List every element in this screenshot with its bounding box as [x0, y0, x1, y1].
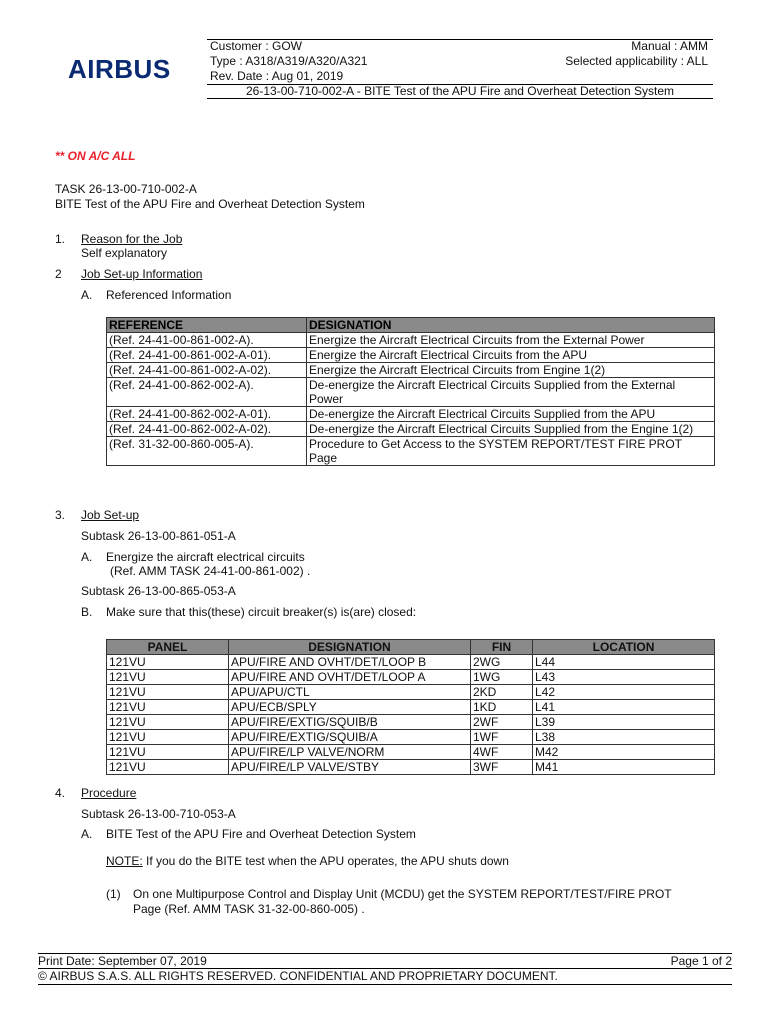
- header-applicability: Selected applicability : ALL: [565, 54, 708, 68]
- location-cell: L42: [533, 685, 715, 700]
- print-date: Print Date: September 07, 2019: [38, 954, 207, 968]
- ref-cell: (Ref. 24-41-00-861-002-A-02).: [107, 363, 307, 378]
- table-row: [107, 437, 715, 466]
- task-name: BITE Test of the APU Fire and Overheat Detection System: [55, 197, 365, 211]
- section-1-text: Self explanatory: [81, 246, 168, 260]
- section-4-number: 4.: [55, 786, 66, 800]
- designation-cell: APU/FIRE AND OVHT/DET/LOOP B: [229, 655, 471, 670]
- step-line-1: On one Multipurpose Control and Display Unit (MCDU) get the SYSTEM REPORT/TEST/FIRE PROT: [133, 887, 672, 901]
- table-row: [107, 378, 715, 407]
- designation-cell: Procedure to Get Access to the SYSTEM REPORT/TEST FIRE PROT Page: [307, 437, 715, 466]
- reference-table: [106, 317, 715, 466]
- col-panel: PANEL: [107, 640, 229, 655]
- location-cell: L41: [533, 700, 715, 715]
- col-reference: REFERENCE: [107, 318, 307, 333]
- col-designation: DESIGNATION: [307, 318, 715, 333]
- panel-cell: 121VU: [107, 670, 229, 685]
- designation-cell: APU/FIRE/LP VALVE/NORM: [229, 745, 471, 760]
- note-text: If you do the BITE test when the APU operates, the APU shuts down: [142, 854, 509, 868]
- fin-cell: 1KD: [471, 700, 533, 715]
- airbus-logo: AIRBUS: [68, 54, 171, 84]
- table-row: [107, 348, 715, 363]
- fin-cell: 1WG: [471, 670, 533, 685]
- section-2-number: 2: [55, 267, 62, 281]
- section-1-title: Reason for the Job: [81, 232, 183, 246]
- fin-cell: 2WG: [471, 655, 533, 670]
- header-task-title: 26-13-00-710-002-A - BITE Test of the APU Fire and Overheat Detection System: [246, 84, 674, 98]
- designation-cell: APU/FIRE AND OVHT/DET/LOOP A: [229, 670, 471, 685]
- designation-cell: Energize the Aircraft Electrical Circuits from Engine 1(2): [307, 363, 715, 378]
- section-2a-text: Referenced Information: [106, 288, 232, 302]
- designation-cell: APU/ECB/SPLY: [229, 700, 471, 715]
- designation-cell: APU/APU/CTL: [229, 685, 471, 700]
- table-row: [107, 745, 715, 760]
- section-4-title: Procedure: [81, 786, 137, 800]
- ref-cell: (Ref. 24-41-00-861-002-A-01).: [107, 348, 307, 363]
- reference-table-header: [107, 318, 715, 333]
- section-2a-label: A.: [81, 288, 93, 302]
- applicability-marker: ** ON A/C ALL: [55, 149, 136, 163]
- header-bottom-rule: [207, 98, 713, 99]
- panel-cell: 121VU: [107, 760, 229, 775]
- ref-cell: (Ref. 24-41-00-862-002-A).: [107, 378, 307, 407]
- table-row: [107, 700, 715, 715]
- ref-cell: (Ref. 24-41-00-862-002-A-01).: [107, 407, 307, 422]
- step-number: (1): [106, 887, 121, 901]
- panel-cell: 121VU: [107, 745, 229, 760]
- panel-cell: 121VU: [107, 655, 229, 670]
- section-3a-text: Energize the aircraft electrical circuits: [106, 550, 305, 564]
- location-cell: L43: [533, 670, 715, 685]
- note-label: NOTE:: [106, 854, 143, 868]
- page-number: Page 1 of 2: [670, 954, 732, 968]
- copyright: © AIRBUS S.A.S. ALL RIGHTS RESERVED. CONFIDENTIAL AND PROPRIETARY DOCUMENT.: [38, 969, 558, 983]
- subtask-865: Subtask 26-13-00-865-053-A: [81, 584, 236, 598]
- fin-cell: 3WF: [471, 760, 533, 775]
- section-3b-text: Make sure that this(these) circuit breaker(s) is(are) closed:: [106, 605, 417, 619]
- header-type: Type : A318/A319/A320/A321: [210, 54, 368, 68]
- table-row: [107, 760, 715, 775]
- designation-cell: De-energize the Aircraft Electrical Circuits Supplied from the Engine 1(2): [307, 422, 715, 437]
- panel-cell: 121VU: [107, 700, 229, 715]
- ref-cell: (Ref. 24-41-00-861-002-A).: [107, 333, 307, 348]
- header-rev-date: Rev. Date : Aug 01, 2019: [210, 69, 344, 83]
- note: [106, 854, 509, 868]
- table-row: [107, 407, 715, 422]
- designation-cell: Energize the Aircraft Electrical Circuits from the APU: [307, 348, 715, 363]
- section-1-number: 1.: [55, 232, 66, 246]
- table-row: [107, 333, 715, 348]
- designation-cell: De-energize the Aircraft Electrical Circuits Supplied from the External Power: [307, 378, 715, 407]
- task-id: TASK 26-13-00-710-002-A: [55, 182, 197, 196]
- designation-cell: APU/FIRE/LP VALVE/STBY: [229, 760, 471, 775]
- section-3-title: Job Set-up: [81, 508, 140, 522]
- designation-cell: De-energize the Aircraft Electrical Circuits Supplied from the APU: [307, 407, 715, 422]
- designation-cell: Energize the Aircraft Electrical Circuits from the External Power: [307, 333, 715, 348]
- col-designation: DESIGNATION: [229, 640, 471, 655]
- designation-cell: APU/FIRE/EXTIG/SQUIB/B: [229, 715, 471, 730]
- table-row: [107, 670, 715, 685]
- circuit-breaker-table: [106, 639, 715, 775]
- section-2-title: Job Set-up Information: [81, 267, 203, 281]
- location-cell: M41: [533, 760, 715, 775]
- table-row: [107, 363, 715, 378]
- table-row: [107, 730, 715, 745]
- location-cell: L38: [533, 730, 715, 745]
- section-3-number: 3.: [55, 508, 66, 522]
- step-line-2: Page (Ref. AMM TASK 31-32-00-860-005) .: [133, 902, 365, 916]
- designation-cell: APU/FIRE/EXTIG/SQUIB/A: [229, 730, 471, 745]
- ref-cell: (Ref. 31-32-00-860-005-A).: [107, 437, 307, 466]
- location-cell: L44: [533, 655, 715, 670]
- fin-cell: 2WF: [471, 715, 533, 730]
- table-row: [107, 422, 715, 437]
- subtask-861: Subtask 26-13-00-861-051-A: [81, 529, 236, 543]
- panel-cell: 121VU: [107, 715, 229, 730]
- location-cell: M42: [533, 745, 715, 760]
- section-3b-label: B.: [81, 605, 93, 619]
- panel-cell: 121VU: [107, 730, 229, 745]
- section-3a-ref: (Ref. AMM TASK 24-41-00-861-002) .: [110, 564, 311, 578]
- fin-cell: 1WF: [471, 730, 533, 745]
- ref-cell: (Ref. 24-41-00-862-002-A-02).: [107, 422, 307, 437]
- cb-table-header: [107, 640, 715, 655]
- header-manual: Manual : AMM: [631, 39, 708, 53]
- footer-bottom-rule: [38, 984, 732, 985]
- section-4a-label: A.: [81, 827, 93, 841]
- section-3a-label: A.: [81, 550, 93, 564]
- table-row: [107, 655, 715, 670]
- panel-cell: 121VU: [107, 685, 229, 700]
- col-fin: FIN: [471, 640, 533, 655]
- table-row: [107, 685, 715, 700]
- fin-cell: 2KD: [471, 685, 533, 700]
- table-row: [107, 715, 715, 730]
- fin-cell: 4WF: [471, 745, 533, 760]
- location-cell: L39: [533, 715, 715, 730]
- header-customer: Customer : GOW: [210, 39, 303, 53]
- col-location: LOCATION: [533, 640, 715, 655]
- subtask-710: Subtask 26-13-00-710-053-A: [81, 807, 236, 821]
- section-4a-text: BITE Test of the APU Fire and Overheat Detection System: [106, 827, 416, 841]
